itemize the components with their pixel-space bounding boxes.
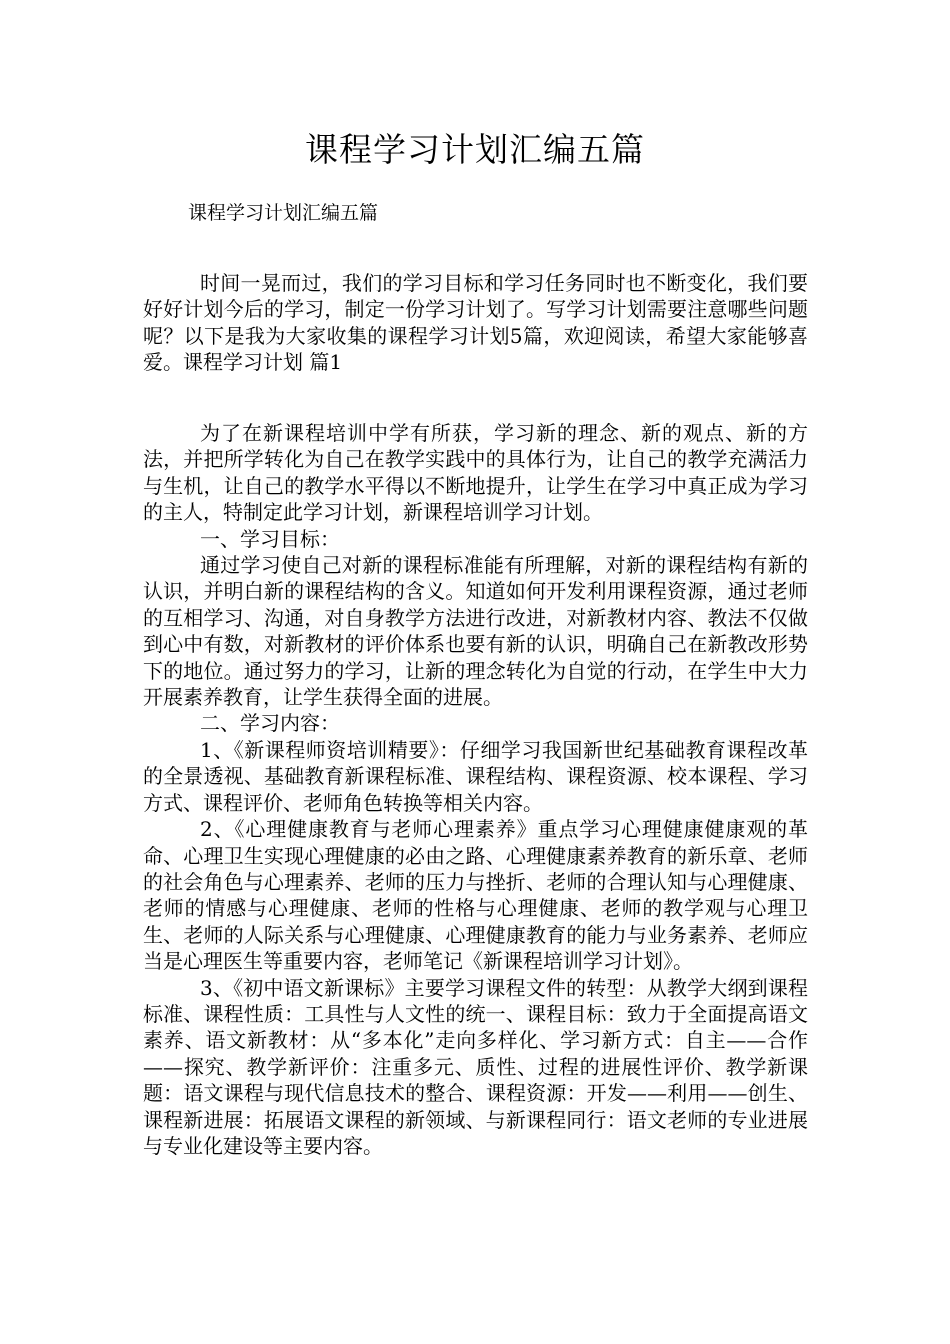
list-item-content-2: 2、《心理健康教育与老师心理素养》重点学习心理健康健康观的革命、心理卫生实现心理健康的必由之路、心理健康素养教育的新乐章、老师的社会角色与心理素养、老师的压力与挫折、老师的合理认知与心理健康、老师的情感与心理健康、老师的性格与心理健康、老师的教学观与心理卫生、老师的人际关系与心理健康、心理健康教育的能力与业务素养、老师应当是心理医生等重要内容，老师笔记《新课程培训学习计划》。 <box>143 817 808 974</box>
list-item-content-3: 3、《初中语文新课标》主要学习课程文件的转型：从教学大纲到课程标准、课程性质：工具性与人文性的统一、课程目标：致力于全面提高语文素养、语文新教材：从“多本化”走向多样化、学习新方式：自主——合作——探究、教学新评价：注重多元、质性、过程的进展性评价、教学新课题：语文课程与现代信息技术的整合、课程资源：开发——利用——创生、课程新进展：拓展语文课程的新领域、与新课程同行：语文老师的专业进展与专业化建设等主要内容。 <box>143 975 808 1158</box>
intro-section <box>143 270 808 376</box>
document-title: 课程学习计划汇编五篇 <box>305 130 645 169</box>
heading-learning-goals: 一、学习目标： <box>200 526 340 551</box>
paragraph-preface: 为了在新课程培训中学有所获，学习新的理念、新的观点、新的方法，并把所学转化为自己在教学实践中的具体行为，让自己的教学充满活力与生机，让自己的教学水平得以不断地提升，让学生在学习中真正成为学习的主人，特制定此学习计划，新课程培训学习计划。 <box>143 421 808 525</box>
list-item-content-1: 1、《新课程师资培训精要》：仔细学习我国新世纪基础教育课程改革的全景透视、基础教育新课程标准、课程结构、课程资源、校本课程、学习方式、课程评价、老师角色转换等相关内容。 <box>143 737 808 815</box>
document-subtitle: 课程学习计划汇编五篇 <box>188 202 379 224</box>
heading-learning-content: 二、学习内容： <box>200 711 340 736</box>
intro-paragraph: 时间一晃而过，我们的学习目标和学习任务同时也不断变化，我们要好好计划今后的学习，制定一份学习计划了。写学习计划需要注意哪些问题呢？以下是我为大家收集的课程学习计划5篇，欢迎阅读，希望大家能够喜爱。课程学习计划 篇1 <box>143 271 808 375</box>
paragraph-learning-goals: 通过学习使自己对新的课程标准能有所理解，对新的课程结构有新的认识，并明白新的课程结构的含义。知道如何开发利用课程资源，通过老师的互相学习、沟通，对自身教学方法进行改进，对新教材内容、教法不仅做到心中有数，对新教材的评价体系也要有新的认识，明确自己在新教改形势下的地位。通过努力的学习，让新的理念转化为自觉的行动，在学生中大力开展素养教育，让学生获得全面的进展。 <box>143 553 808 710</box>
main-section <box>143 420 808 1159</box>
